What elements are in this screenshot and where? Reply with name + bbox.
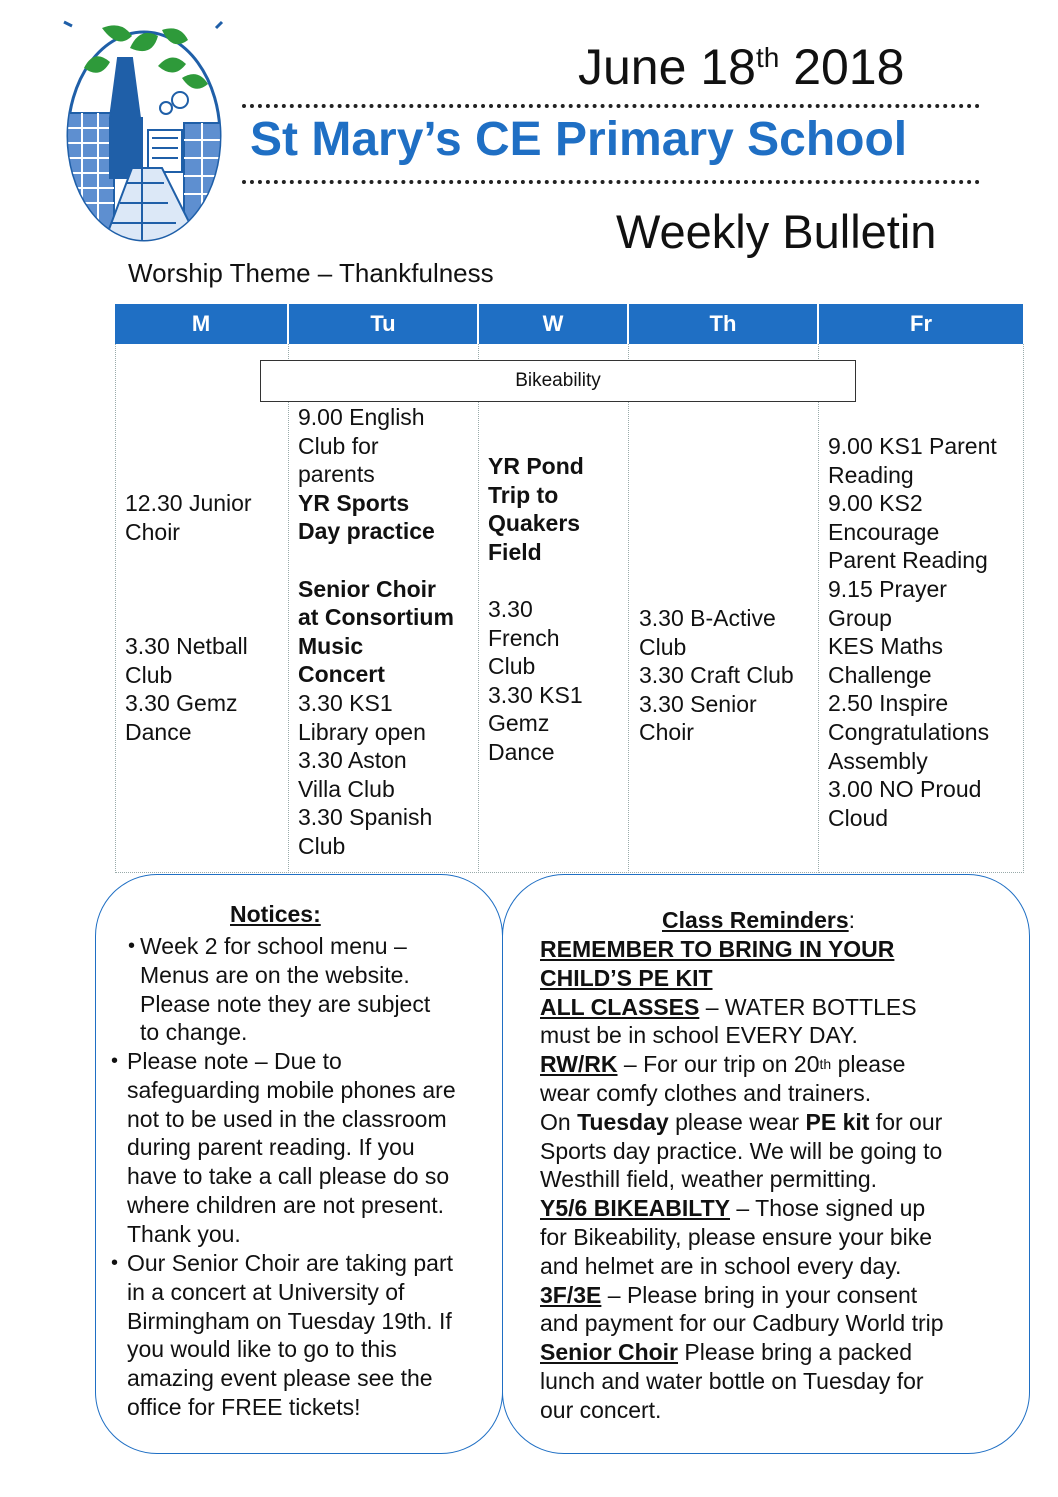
day-header-thursday: Th xyxy=(629,304,817,344)
divider-bottom xyxy=(242,180,980,184)
friday-entries: 9.00 KS1 Parent Reading 9.00 KS2 Encourage Parent Reading 9.15 Prayer Group KES Maths Challenge 2.50 Inspire Congratulations Assembly 3.00 NO Proud Cloud xyxy=(828,433,997,831)
day-header-tuesday: Tu xyxy=(289,304,477,344)
bulletin-title: Weekly Bulletin xyxy=(616,205,937,258)
worship-theme: Worship Theme – Thankfulness xyxy=(128,258,494,288)
notice-item-2: • Please note – Due to safeguarding mobile phones are not to be used in the classroom during parent reading. If you have to take a call please do so where children are not present. Thank you. xyxy=(111,1048,456,1247)
wednesday-entries: YR Pond Trip to Quakers Field 3.30 French Club 3.30 KS1 Gemz Dance xyxy=(488,453,584,765)
thursday-entries: 3.30 B-Active Club 3.30 Craft Club 3.30 Senior Choir xyxy=(639,605,794,746)
day-header-monday: M xyxy=(115,304,287,344)
tuesday-entries: 9.00 English Club for parents YR Sports Day practice Senior Choir at Consortium Music Concert 3.30 KS1 Library open 3.30 Aston Villa Club 3.30 Spanish Club xyxy=(298,404,454,859)
day-header-wednesday: W xyxy=(479,304,627,344)
school-logo xyxy=(62,18,224,246)
reminders-body: REMEMBER TO BRING IN YOUR CHILD’S PE KIT ALL CLASSES – WATER BOTTLES must be in school EVERY DAY. RW/RK – For our trip on 20th please wear comfy clothes and trainers. On Tuesday please wear PE kit for our Sports day practice. We will be going to Westhill field, weather permitting. Y5/6 BIKEABILTY – Those signed up for Bikeability, please ensure your bike and helmet are in school every day. 3F/3E – Please bring in your consent and payment for our Cadbury World trip Senior Choir Please bring a packed lunch and water bottle on Tuesday for our concert. xyxy=(540,936,944,1423)
bikeability-banner: Bikeability xyxy=(260,360,856,402)
notices-title: Notices: xyxy=(230,901,321,927)
monday-entries: 12.30 Junior Choir 3.30 Netball Club 3.30 Gemz Dance xyxy=(125,490,252,745)
notice-item-1: • Week 2 for school menu – Menus are on the website. Please note they are subject to change. xyxy=(128,933,431,1046)
day-header-friday: Fr xyxy=(819,304,1023,344)
reminders-title: Class Reminders: xyxy=(662,907,856,933)
divider-top xyxy=(242,104,980,108)
bulletin-date: June 18th 2018 xyxy=(578,39,905,95)
notice-item-3: • Our Senior Choir are taking part in a concert at University of Birmingham on Tuesday 19th. If you would like to go to this amazing event please see the office for FREE tickets! xyxy=(111,1250,453,1420)
school-name: St Mary’s CE Primary School xyxy=(250,113,908,166)
